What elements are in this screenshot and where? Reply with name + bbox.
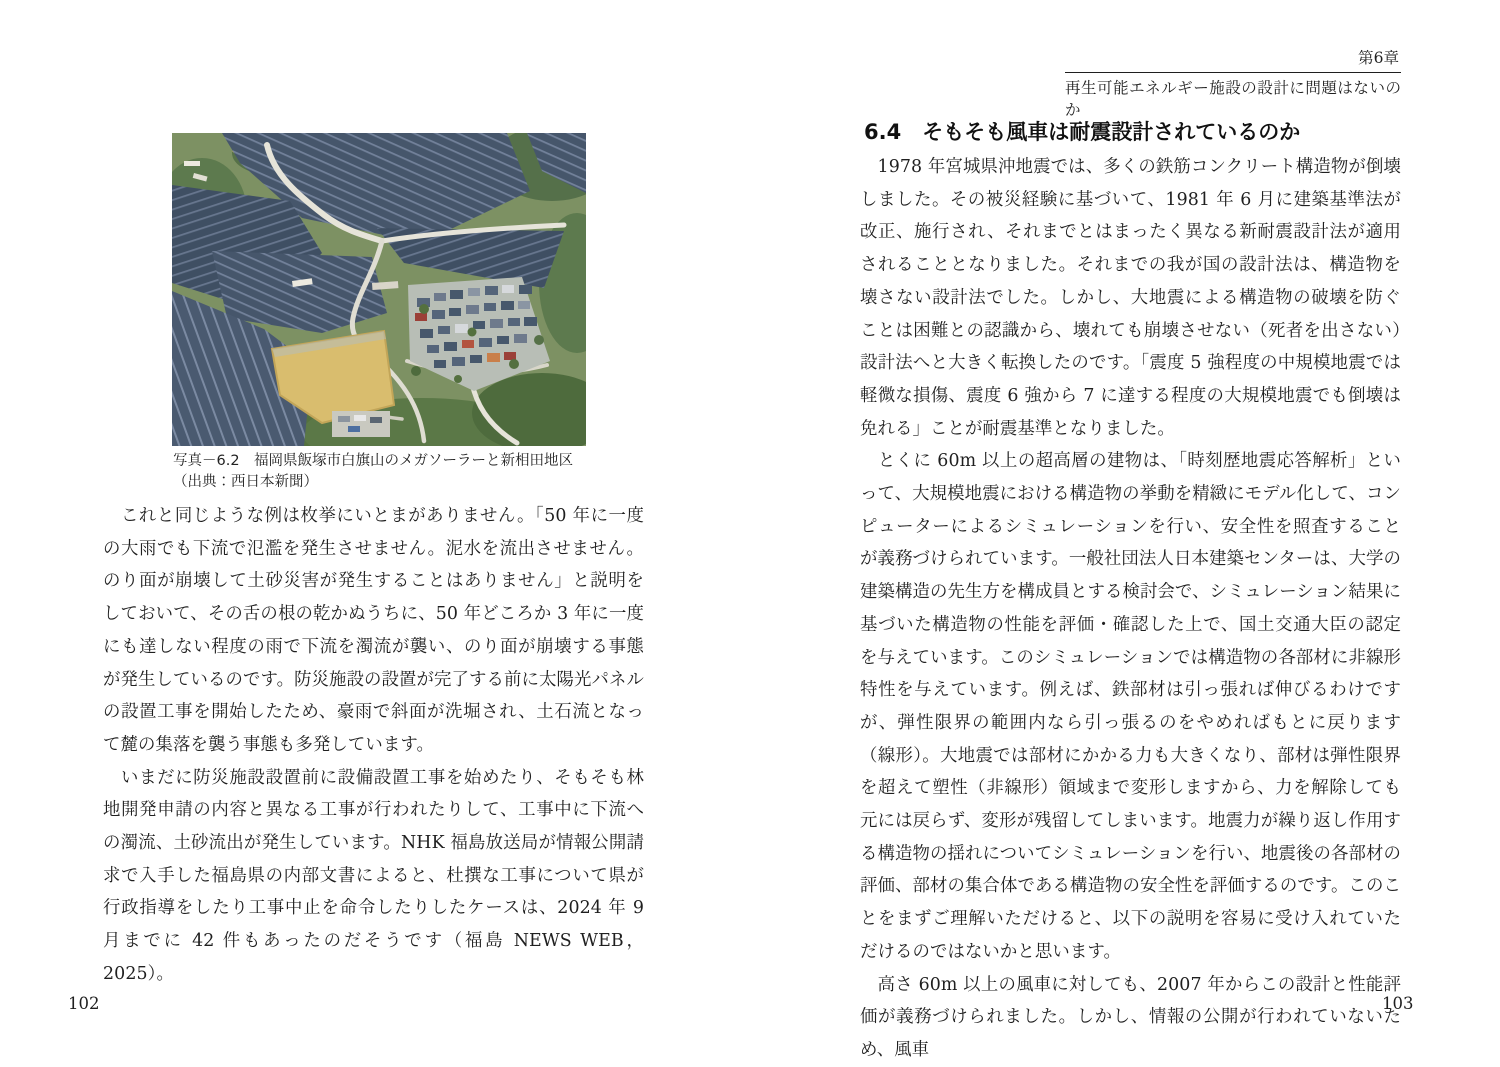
right-page-body xyxy=(860,151,1401,1067)
body-paragraph: いまだに防災施設設置前に設備設置工事を始めたり、そもそも林地開発申請の内容と異なる工事が行われたりして、工事中に下流への濁流、土砂流出が発生しています。NHK 福島放送局が情報公開請求で入手した福島県の内部文書によると、杜撰な工事について県が行政指導をしたり工事中止を命令したりしたケースは、2024 年 9 月までに 42 件もあったのだそうです（福島 NEWS WEB，2025）。 xyxy=(103,767,644,984)
photo-caption-source: （出典：西日本新聞） xyxy=(173,474,318,490)
photo-caption xyxy=(173,451,643,493)
section-heading: 6.4 そもそも風車は耐震設計されているのか xyxy=(864,120,1301,144)
photo-caption-title: 写真－6.2 福岡県飯塚市白旗山のメガソーラーと新相田地区 xyxy=(173,453,574,469)
aerial-photo xyxy=(172,133,586,446)
body-paragraph: とくに 60m 以上の超高層の建物は、「時刻歴地震応答解析」といって、大規模地震における構造物の挙動を精緻にモデル化して、コンピューターによるシミュレーションを行い、安全性を照査することが義務づけられています。一般社団法人日本建築センターは、大学の建築構造の先生方を構成員とする検討会で、シミュレーション結果に基づいた構造物の性能を評価・確認した上で、国土交通大臣の認定を与えています。このシミュレーションでは構造物の各部材に非線形特性を与えています。例えば、鉄部材は引っ張れば伸びるわけですが、弾性限界の範囲内なら引っ張るのをやめればもとに戻ります（線形）。大地震では部材にかかる力も大きくなり、部材は弾性限界を超えて塑性（非線形）領域まで変形しますから、力を解除しても元には戻らず、変形が残留してしまいます。地震力が繰り返し作用する構造物の揺れについてシミュレーションを行い、地震後の各部材の評価、部材の集合体である構造物の安全性を評価するのです。このことをまずご理解いただけると、以下の説明を容易に受け入れていただけるのではないかと思います。 xyxy=(860,451,1401,962)
page-number-right: 103 xyxy=(1382,994,1414,1013)
body-paragraph: 高さ 60m 以上の風車に対しても、2007 年からこの設計と性能評価が義務づけられました。しかし、情報の公開が行われていないため、風車 xyxy=(860,974,1401,1060)
chapter-label: 第6章 xyxy=(1358,49,1399,67)
page-number-left: 102 xyxy=(68,994,100,1013)
chapter-title: 再生可能エネルギー施設の設計に問題はないのか xyxy=(1065,72,1401,121)
body-paragraph: これと同じような例は枚挙にいとまがありません。「50 年に一度の大雨でも下流で氾濫を発生させません。泥水を流出させません。のり面が崩壊して土砂災害が発生することはありません」と説明をしておいて、その舌の根の乾かぬうちに、50 年どころか 3 年に一度にも達しない程度の雨で下流を濁流が襲い、のり面が崩壊する事態が発生しているのです。防災施設の設置が完了する前に太陽光パネルの設置工事を開始したため、豪雨で斜面が洗堀され、土石流となって麓の集落を襲う事態も多発しています。 xyxy=(103,506,644,755)
aerial-photo-illustration xyxy=(172,133,586,446)
running-head xyxy=(1065,47,1401,121)
body-paragraph: 1978 年宮城県沖地震では、多くの鉄筋コンクリート構造物が倒壊しました。その被災経験に基づいて、1981 年 6 月に建築基準法が改正、施行され、それまでとはまったく異なる新耐震設計法が適用されることとなりました。それまでの我が国の設計法は、構造物を壊さない設計法でした。しかし、大地震による構造物の破壊を防ぐことは困難との認識から、壊れても崩壊させない（死者を出さない）設計法へと大きく転換したのです。「震度 5 強程度の中規模地震では軽微な損傷、震度 6 強から 7 に達する程度の大規模地震でも倒壊は免れる」ことが耐震基準となりました。 xyxy=(860,157,1401,439)
left-page-body xyxy=(103,500,644,991)
